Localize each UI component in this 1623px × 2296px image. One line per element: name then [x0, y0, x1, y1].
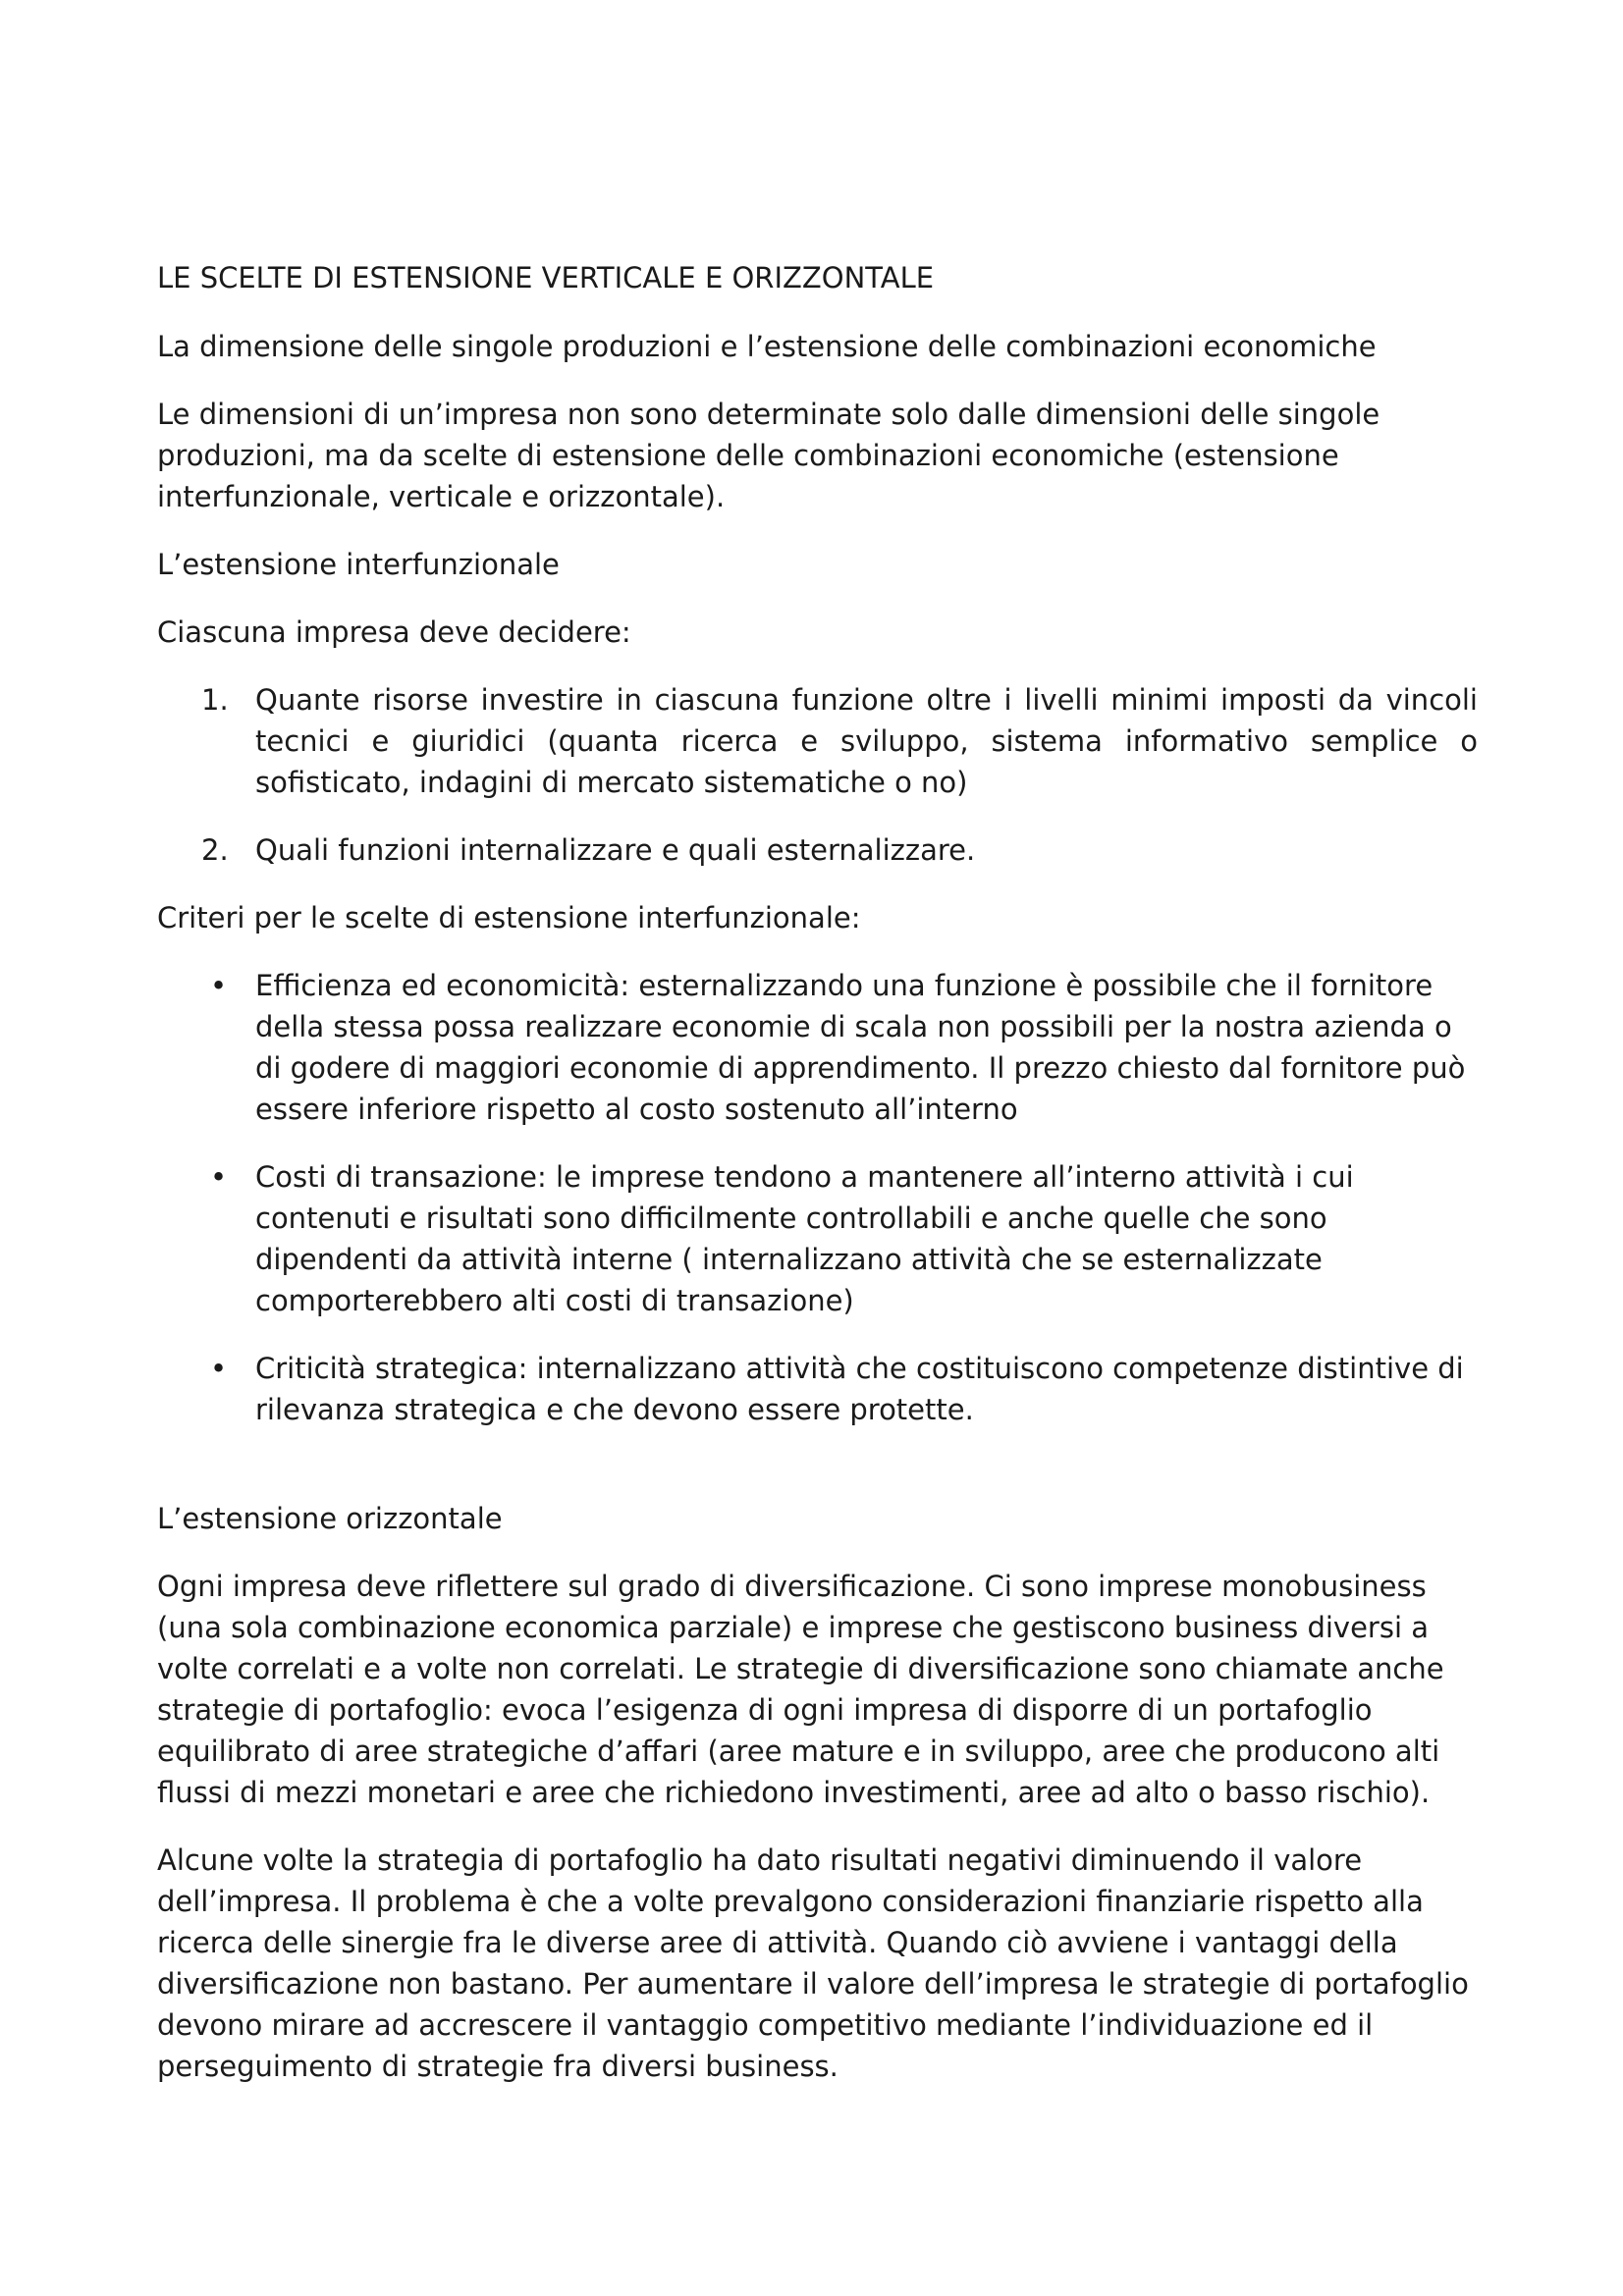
criteria-lead: Criteri per le scelte di estensione interfunzionale: [157, 901, 861, 934]
section-heading-orizzontale: L’estensione orizzontale [157, 1502, 503, 1535]
blank-line [157, 1457, 1478, 1498]
intro-paragraph: Le dimensioni di un’impresa non sono determinate solo dalle dimensioni delle singole produzioni, ma da scelte di estensione delle combinazioni economiche (estensione interfunzionale, verticale e orizzontale). [157, 398, 1380, 513]
document-page [157, 257, 1478, 2113]
list-item-text: Costi di transazione: le imprese tendono a mantenere all’interno attività i cui contenuti e risultati sono difficilmente controllabili e anche quelle che sono dipendenti da attività interne ( internalizzano attività che se esternalizzate comporterebbero alti costi di transazione) [255, 1160, 1354, 1317]
list-item-text: Quante risorse investire in ciascuna funzione oltre i livelli minimi imposti da vincoli tecnici e giuridici (quanta ricerca e sviluppo, sistema informativo semplice o sofisticato, indagini di mercato sistematiche o no) [255, 683, 1478, 799]
bullet-icon: • [210, 969, 228, 1002]
decisions-lead: Ciascuna impresa deve decidere: [157, 615, 631, 649]
bullet-icon: • [210, 1352, 228, 1385]
document-subtitle: La dimensione delle singole produzioni e l’estensione delle combinazioni economiche [157, 330, 1377, 363]
list-number: 1. [201, 683, 229, 717]
list-item [157, 1156, 1478, 1321]
decisions-list [157, 679, 1478, 871]
list-item [157, 679, 1478, 803]
criteria-list [157, 965, 1478, 1430]
orizzontale-paragraph-1: Ogni impresa deve riflettere sul grado di diversificazione. Ci sono imprese monobusiness (una sola combinazione economica parziale) e imprese che gestiscono business diversi a volte correlati e a volte non correlati. Le strategie di diversificazione sono chiamate anche strategie di portafoglio: evoca l’esigenza di ogni impresa di disporre di un portafoglio equilibrato di aree strategiche d’affari (aree mature e in sviluppo, aree che producono alti flussi di mezzi monetari e aree che richiedono investimenti, aree ad alto o basso rischio). [157, 1570, 1444, 1809]
list-item [157, 829, 1478, 871]
bullet-icon: • [210, 1160, 228, 1194]
section-heading-interfunzionale: L’estensione interfunzionale [157, 548, 560, 581]
orizzontale-paragraph-2: Alcune volte la strategia di portafoglio ha dato risultati negativi diminuendo il valore dell’impresa. Il problema è che a volte prevalgono considerazioni finanziarie rispetto alla ricerca delle sinergie fra le diverse aree di attività. Quando ciò avviene i vantaggi della diversificazione non bastano. Per aumentare il valore dell’impresa le strategie di portafoglio devono mirare ad accrescere il vantaggio competitivo mediante l’individuazione ed il perseguimento di strategie fra diversi business. [157, 1843, 1469, 2083]
list-item-text: Criticità strategica: internalizzano attività che costituiscono competenze distintive di rilevanza strategica e che devono essere protette. [255, 1352, 1464, 1426]
list-item [157, 965, 1478, 1130]
list-item-text: Quali funzioni internalizzare e quali esternalizzare. [255, 833, 976, 867]
list-item-text: Efficienza ed economicità: esternalizzando una funzione è possibile che il fornitore della stessa possa realizzare economie di scala non possibili per la nostra azienda o di godere di maggiori economie di apprendimento. Il prezzo chiesto dal fornitore può essere inferiore rispetto al costo sostenuto all’interno [255, 969, 1466, 1126]
list-item [157, 1348, 1478, 1430]
document-title: LE SCELTE DI ESTENSIONE VERTICALE E ORIZZONTALE [157, 261, 935, 294]
list-number: 2. [201, 833, 229, 867]
